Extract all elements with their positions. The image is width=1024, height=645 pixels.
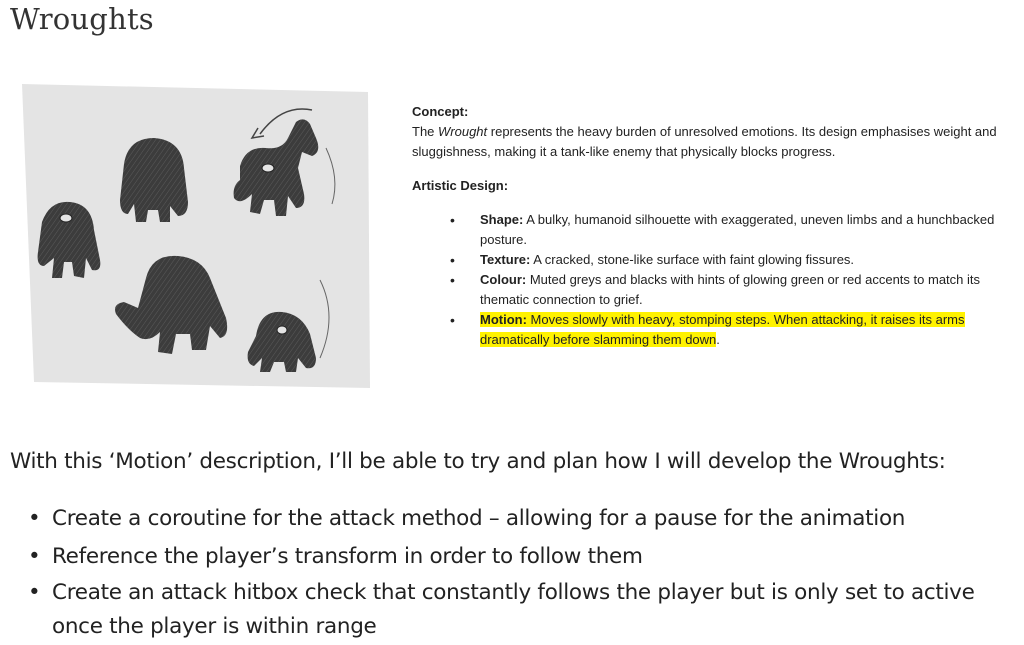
concept-heading: Concept: <box>412 104 469 119</box>
concept-text-rest: represents the heavy burden of unresolved emotions. Its design emphasises weight and sluggishness, making it a tank-like enemy that physically blocks progress. <box>412 124 997 159</box>
plan-item: • Create a coroutine for the attack method – allowing for a pause for the animation <box>52 500 1020 538</box>
concept-text-start: The <box>412 124 439 139</box>
artistic-design-heading: Artistic Design: <box>412 178 509 193</box>
artistic-design-list <box>412 210 1012 350</box>
concept-text <box>412 122 1012 162</box>
page-title: Wroughts <box>10 2 154 36</box>
motion-trailing-period: . <box>716 332 720 347</box>
plan-item: • Create an attack hitbox check that constantly follows the player but is only set to active once the player is within range <box>52 576 1020 644</box>
design-item-label: Motion: <box>480 312 527 327</box>
design-item-text: A bulky, humanoid silhouette with exaggerated, uneven limbs and a hunchbacked posture. <box>480 212 995 247</box>
design-item-colour <box>480 270 1012 310</box>
development-plan-list <box>10 500 1020 644</box>
design-item-label: Shape: <box>480 212 524 227</box>
design-item-label: Colour: <box>480 272 527 287</box>
design-item-text: A cracked, stone-like surface with faint glowing fissures. <box>530 252 855 267</box>
motion-highlight <box>480 312 965 347</box>
design-item-text: Moves slowly with heavy, stomping steps. When attacking, it raises its arms dramatically before slamming them down <box>480 312 965 347</box>
design-item-motion <box>480 310 1012 350</box>
design-item-texture <box>480 250 1012 270</box>
design-item-shape <box>480 210 1012 250</box>
figure-back-top <box>120 138 188 222</box>
wrought-concept-sketch <box>20 82 372 392</box>
design-document-excerpt <box>412 102 1012 350</box>
concept-text-emphasis: Wrought <box>438 124 488 139</box>
design-item-text: Muted greys and blacks with hints of glowing green or red accents to match its thematic connection to grief. <box>480 272 980 307</box>
intro-paragraph: With this ‘Motion’ description, I’ll be able to try and plan how I will develop the Wroughts: <box>10 448 946 474</box>
design-item-label: Texture: <box>480 252 531 267</box>
plan-item: • Reference the player’s transform in order to follow them <box>52 538 1020 576</box>
